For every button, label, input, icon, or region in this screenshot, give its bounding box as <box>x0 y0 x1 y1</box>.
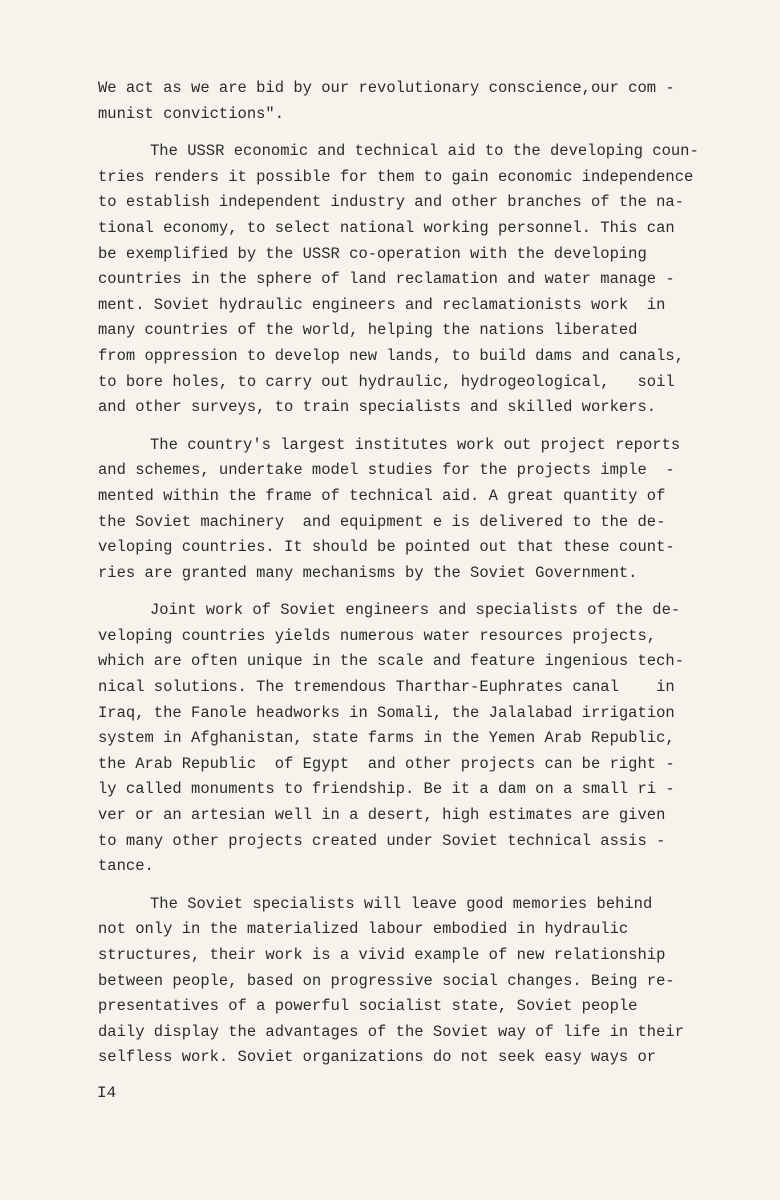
text-line: tional economy, to select national working personnel. This can <box>98 218 675 237</box>
text-line: tries renders it possible for them to gain economic independence <box>98 167 694 186</box>
text-line: to establish independent industry and other branches of the na- <box>98 193 684 212</box>
text-line: tance. <box>98 857 154 876</box>
page-number: I4 <box>97 1084 117 1102</box>
paragraph <box>98 139 758 421</box>
text-line: veloping countries yields numerous water resources projects, <box>98 626 657 645</box>
text-line: and schemes, undertake model studies for the projects imple - <box>98 461 675 480</box>
text-line: selfless work. Soviet organizations do not seek easy ways or <box>98 1048 657 1067</box>
text-line: Iraq, the Fanole headworks in Somali, the Jalalabad irrigation <box>98 703 675 722</box>
paragraph <box>98 433 758 587</box>
text-line: the Soviet machinery and equipment e is delivered to the de- <box>98 512 666 531</box>
text-line: countries in the sphere of land reclamation and water manage - <box>98 270 675 289</box>
text-line: daily display the advantages of the Soviet way of life in their <box>98 1022 684 1041</box>
text-line: The USSR economic and technical aid to the developing coun- <box>150 142 699 161</box>
text-line: ver or an artesian well in a desert, high estimates are given <box>98 806 666 825</box>
paragraph <box>98 76 758 127</box>
text-line: to bore holes, to carry out hydraulic, hydrogeological, soil <box>98 372 675 391</box>
text-line: from oppression to develop new lands, to build dams and canals, <box>98 346 684 365</box>
text-line: mented within the frame of technical aid. A great quantity of <box>98 486 666 505</box>
text-line: Joint work of Soviet engineers and specialists of the de- <box>150 601 681 620</box>
text-line: The country's largest institutes work out project reports <box>150 435 681 454</box>
text-line: the Arab Republic of Egypt and other projects can be right - <box>98 754 675 773</box>
text-line: and other surveys, to train specialists and skilled workers. <box>98 398 657 417</box>
text-line: structures, their work is a vivid example of new relationship <box>98 946 666 964</box>
text-line: We act as we are bid by our revolutionary conscience,our com - <box>98 79 675 97</box>
text-line: not only in the materialized labour embodied in hydraulic <box>98 920 629 939</box>
text-line: many countries of the world, helping the nations liberated <box>98 321 638 340</box>
text-line: be exemplified by the USSR co-operation with the developing <box>98 244 647 263</box>
paragraph <box>98 892 758 1071</box>
text-line: The Soviet specialists will leave good memories behind <box>150 894 653 913</box>
paragraph <box>98 598 758 880</box>
text-line: presentatives of a powerful socialist state, Soviet people <box>98 997 638 1016</box>
text-line: to many other projects created under Soviet technical assis - <box>98 831 666 850</box>
text-line: ries are granted many mechanisms by the Soviet Government. <box>98 563 638 582</box>
text-line: ly called monuments to friendship. Be it a dam on a small ri - <box>98 780 675 799</box>
text-line: nical solutions. The tremendous Tharthar-Euphrates canal in <box>98 678 675 697</box>
text-line: system in Afghanistan, state farms in the Yemen Arab Republic, <box>98 729 675 748</box>
text-line: which are often unique in the scale and feature ingenious tech- <box>98 652 684 671</box>
text-line: munist convictions". <box>98 104 285 123</box>
body-text <box>98 76 758 1083</box>
text-line: between people, based on progressive social changes. Being re- <box>98 971 675 990</box>
text-line: veloping countries. It should be pointed out that these count- <box>98 538 675 557</box>
text-line: ment. Soviet hydraulic engineers and reclamationists work in <box>98 295 666 314</box>
